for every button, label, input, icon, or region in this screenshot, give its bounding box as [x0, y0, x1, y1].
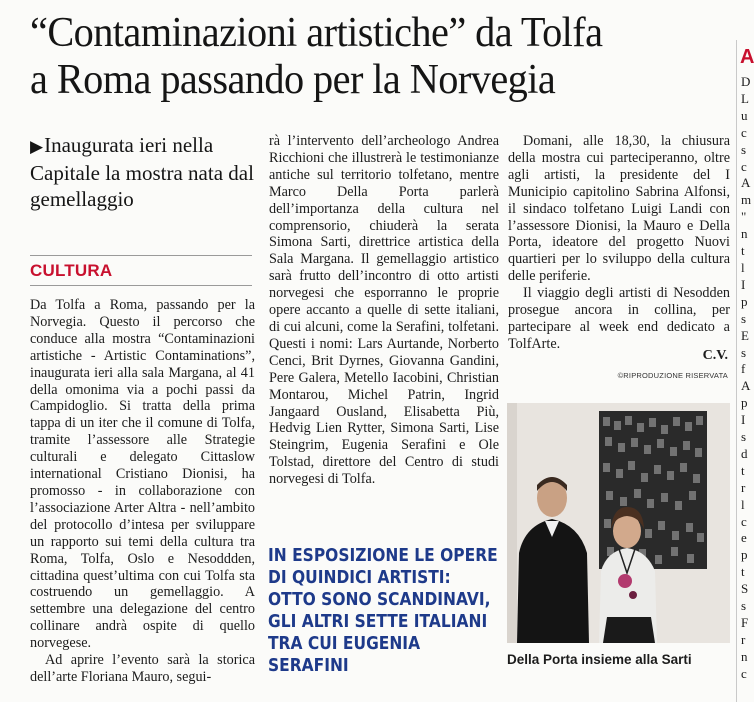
adjacent-letter: F — [741, 615, 749, 630]
body-paragraph: Da Tolfa a Roma, passando per la Norvegia. Questo il percorso che conduce alla mostra “Contaminazioni artistiche - Artistic Contaminations”, inaugurata ieri alla sala Margana, al 41 della omonima via a pochi passi da Campidoglio. Si tratta della prima tappa di un iter che il comune di Tolfa, tramite l’assessore alle Strategie culturali e delegato Cittaslow international Cristiano Dionisi, ha promosso - in collaborazione con l’associazione Arter Altra - nell’ambito del protocollo d’intesa per sviluppare un rapporto sui temi della cultura tra Roma, Tolfa, Oslo e Nesoddden, cittadina quest’ultima con cui Tolfa sta costruendo un gemellaggio. A settembre una delegazione del centro collinare andrà ospite di quello norvegese. — [30, 297, 255, 652]
adjacent-letter: s — [741, 344, 747, 360]
adjacent-letter: c — [741, 513, 747, 529]
subheadline-text: Inaugurata ieri nella Capitale la mostra nata dal gemellaggio — [30, 133, 254, 211]
adjacent-letter: A — [741, 175, 751, 191]
adjacent-letter: n — [741, 648, 748, 664]
headline-line-2: a Roma passando per la Norvegia — [30, 57, 556, 103]
adjacent-letter: r — [741, 479, 746, 495]
adjacent-letter: " — [741, 209, 747, 225]
subheadline — [30, 132, 260, 212]
body-paragraph: Domani, alle 18,30, la chiusura della mostra cui parteciperanno, oltre agli artisti, la presidente del I Municipio capitolino Sabrina Alfonsi, il sindaco tolfetano Luigi Landi con l’assessore Dionisi, la Mauro e Della Porta, ideatore del progetto Nuovi quartieri per lo sviluppo della cultura delle periferie. — [508, 133, 730, 285]
adjacent-letter: c — [741, 665, 747, 681]
adjacent-letter: f — [741, 361, 746, 377]
adjacent-letter: n — [741, 226, 748, 242]
adjacent-letter: d — [741, 445, 748, 461]
adjacent-letter: L — [741, 90, 749, 106]
column-divider — [736, 40, 737, 702]
body-paragraph: Ad aprire l’evento sarà la storica dell’arte Floriana Mauro, segui- — [30, 652, 255, 685]
adjacent-article-fragment — [736, 40, 754, 702]
body-column-2 — [269, 133, 499, 488]
body-paragraph: Il viaggio degli artisti di Nesodden prosegue ancora in collina, per partecipare al week end dedicato a TolfArte. — [508, 285, 730, 352]
adjacent-letter: c — [741, 124, 747, 140]
author-signature: C.V. — [702, 348, 728, 363]
adjacent-letter: r — [741, 631, 746, 647]
adjacent-letter: u — [741, 107, 748, 123]
adjacent-letter: I — [741, 276, 746, 292]
adjacent-letter: s — [741, 141, 747, 157]
section-label: CULTURA — [30, 261, 113, 280]
body-column-3 — [508, 133, 730, 353]
adjacent-letter: l — [741, 259, 745, 275]
adjacent-letter: E — [741, 327, 749, 343]
adjacent-letter: c — [741, 158, 747, 174]
adjacent-letter: t — [741, 462, 745, 478]
adjacent-letter: e — [741, 530, 747, 546]
article-photo — [507, 403, 730, 643]
section-rule-top — [30, 255, 252, 256]
adjacent-letter: p — [741, 395, 748, 411]
photo-caption: Della Porta insieme alla Sarti — [507, 652, 692, 667]
adjacent-letter: s — [741, 429, 747, 445]
adjacent-headline-letter: A — [740, 46, 754, 68]
pull-quote: IN ESPOSIZIONE LE OPERE DI QUINDICI ARTISTI: OTTO SONO SCANDINAVI, GLI ALTRI SETTE ITALIANI TRA CUI EUGENIA SERAFINI — [268, 545, 498, 676]
section-rule-bottom — [30, 285, 252, 286]
adjacent-letter: s — [741, 598, 747, 614]
adjacent-letter: t — [741, 564, 745, 580]
adjacent-letter: t — [741, 243, 745, 259]
triangle-marker-icon: ▶ — [30, 137, 44, 156]
body-paragraph: rà l’intervento dell’archeologo Andrea Ricchioni che illustrerà le testimonianze antiche sul territorio tolfetano, mentre Marco Della Porta parlerà dell’importanza della cultura nel comprensorio, chiuderà la serata Simona Sarti, direttrice artistica della Sala Margana. Il gemellaggio artistico sarà frutto dell’incontro di otto artisti norvegesi che esporranno le proprie opere accanto a quelle di sette italiani, di cui alcuni, come la Serafini, tolfetani. Questi i nomi: Lars Aurtande, Norberto Cenci, Brit Dyrnes, Giovanna Gandini, Pere Galera, Metello Iacobini, Christian Montarou, Michel Patrin, Ingrid Jangaard Ousland, Elisabetta Più, Hedvig Lien Rytter, Simona Sarti, Lise Steingrim, Eugenia Serafini e Ole Tolstad, direttore del Centro di studi norvegesi di Tolfa. — [269, 133, 499, 488]
adjacent-letter: D — [741, 74, 751, 89]
adjacent-letter: S — [741, 581, 749, 597]
headline-line-1: “Contaminazioni artistiche” da Tolfa — [30, 10, 603, 56]
adjacent-letter: p — [741, 293, 748, 309]
adjacent-letter: I — [741, 412, 746, 428]
body-column-1 — [30, 297, 255, 686]
adjacent-text-letters — [741, 74, 751, 683]
adjacent-letter: s — [741, 310, 747, 326]
adjacent-letter: l — [741, 496, 745, 512]
headline — [30, 10, 707, 104]
photo-illustration — [507, 403, 730, 643]
copyright-notice: ©RIPRODUZIONE RISERVATA — [617, 371, 728, 380]
adjacent-letter: A — [741, 378, 751, 394]
adjacent-letter: m — [741, 192, 752, 208]
adjacent-letter: p — [741, 547, 748, 563]
